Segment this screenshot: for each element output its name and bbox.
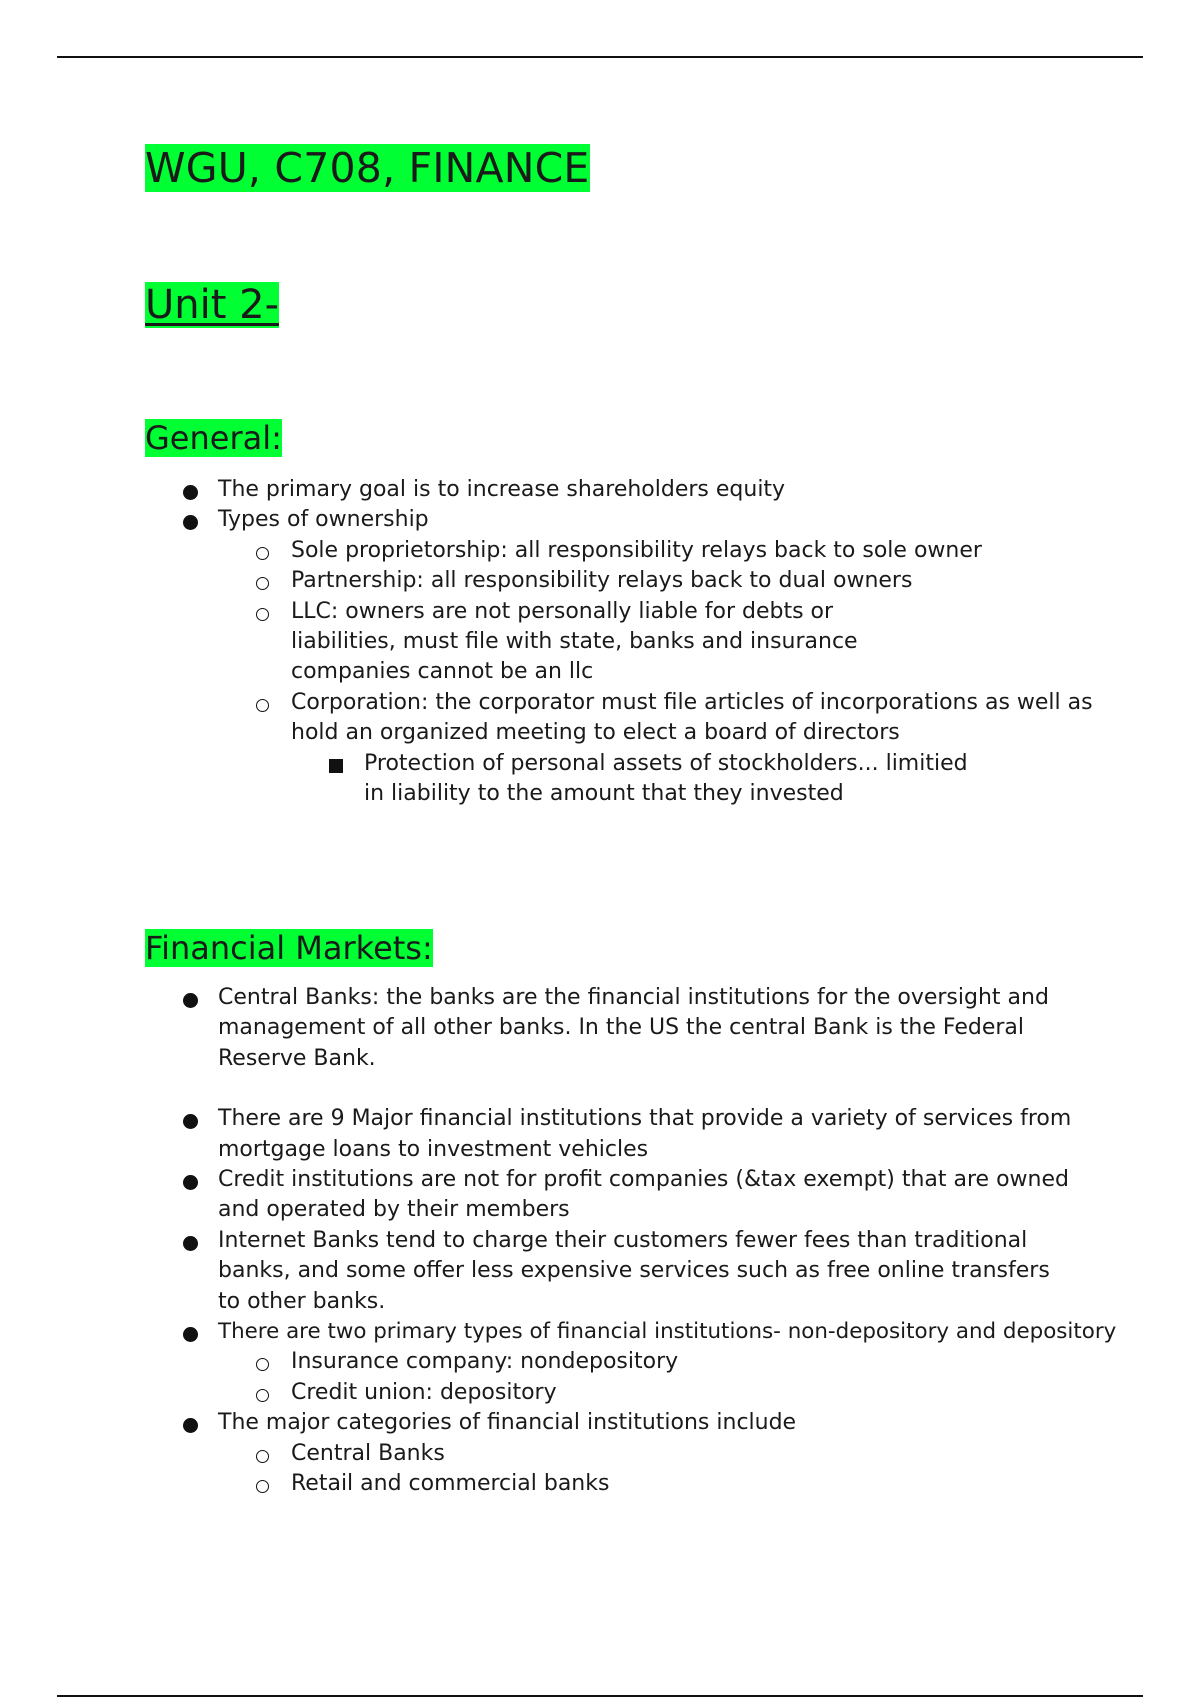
list-item-text: Protection of personal assets of stockholders... limitied in liability to the amount that they invested: [364, 750, 968, 807]
bullet-disc-icon: [183, 1236, 198, 1251]
list-item: [145, 475, 1155, 505]
list-item-text: Types of ownership: [218, 507, 429, 533]
list-item: [218, 1439, 1155, 1469]
list-item: [218, 566, 1155, 596]
list-item: [145, 1226, 1068, 1317]
bullet-disc-icon: [183, 993, 198, 1008]
general-list: [145, 475, 1155, 809]
institution-types-list: [218, 1347, 1200, 1408]
document-title: WGU, C708, FINANCE: [145, 144, 590, 192]
list-item-text: Central Banks: [291, 1440, 445, 1466]
financial-markets-list: [145, 983, 1155, 1500]
list-item-text: Internet Banks tend to charge their customers fewer fees than traditional banks, and some offer less expensive services such as free online transfers to other banks.: [218, 1227, 1050, 1314]
list-item: [145, 1165, 1078, 1226]
list-item: [218, 1469, 1155, 1499]
list-item: [218, 1347, 1200, 1377]
bullet-circle-icon: [256, 1389, 269, 1402]
list-item-text: Credit institutions are not for profit companies (&tax exempt) that are owned and operated by their members: [218, 1167, 1069, 1223]
unit-heading: Unit 2-: [145, 282, 280, 328]
list-item-text: Corporation: the corporator must file articles of incorporations as well as hold an organized meeting to elect a board of directors: [291, 689, 1093, 746]
general-heading: General:: [145, 419, 282, 457]
bullet-disc-icon: [183, 1327, 198, 1342]
list-item: [145, 983, 1078, 1074]
major-categories-list: [218, 1439, 1155, 1500]
list-item-text: LLC: owners are not personally liable for debts or liabilities, must file with state, banks and insurance companies cannot be an llc: [291, 598, 858, 685]
list-item-text: The primary goal is to increase shareholders equity: [218, 477, 786, 502]
financial-markets-heading: Financial Markets:: [145, 929, 433, 967]
list-item-text: Partnership: all responsibility relays back to dual owners: [291, 568, 913, 594]
bullet-disc-icon: [183, 485, 198, 500]
bullet-circle-icon: [256, 1358, 269, 1371]
bullet-circle-icon: [256, 1480, 269, 1493]
list-item: [218, 597, 931, 688]
list-item: [145, 1408, 1155, 1499]
header-rule: [57, 56, 1143, 58]
list-item: [145, 505, 1155, 809]
bullet-circle-icon: [256, 547, 269, 560]
bullet-square-icon: [329, 759, 343, 773]
list-item: [145, 1104, 1078, 1165]
list-item-text: There are 9 Major financial institutions that provide a variety of services from mortgage loans to investment vehicles: [218, 1106, 1072, 1162]
list-item-text: There are two primary types of financial institutions- non-depository and depository: [218, 1319, 1117, 1345]
list-item-text: Central Banks: the banks are the financial institutions for the oversight and management of all other banks. In the US the central Bank is the Federal Reserve Bank.: [218, 985, 1049, 1071]
list-item: [218, 1378, 1200, 1408]
list-item: [218, 536, 1155, 566]
list-item: [291, 749, 984, 810]
ownership-types-list: [218, 536, 1155, 810]
list-item-text: Retail and commercial banks: [291, 1471, 610, 1497]
bullet-circle-icon: [256, 1450, 269, 1463]
list-item: [218, 688, 1141, 810]
bullet-circle-icon: [256, 699, 269, 712]
corporation-sublist: [291, 749, 1141, 810]
bullet-circle-icon: [256, 608, 269, 621]
list-item: [145, 1317, 1200, 1408]
bullet-disc-icon: [183, 1418, 198, 1433]
bullet-disc-icon: [183, 515, 198, 530]
list-item-text: Credit union: depository: [291, 1379, 557, 1405]
footer-rule: [57, 1695, 1143, 1697]
bullet-disc-icon: [183, 1114, 198, 1129]
list-item-text: Sole proprietorship: all responsibility relays back to sole owner: [291, 537, 982, 563]
bullet-circle-icon: [256, 577, 269, 590]
list-item-text: The major categories of financial institutions include: [218, 1410, 797, 1436]
list-item-text: Insurance company: nondepository: [291, 1349, 679, 1375]
bullet-disc-icon: [183, 1175, 198, 1190]
